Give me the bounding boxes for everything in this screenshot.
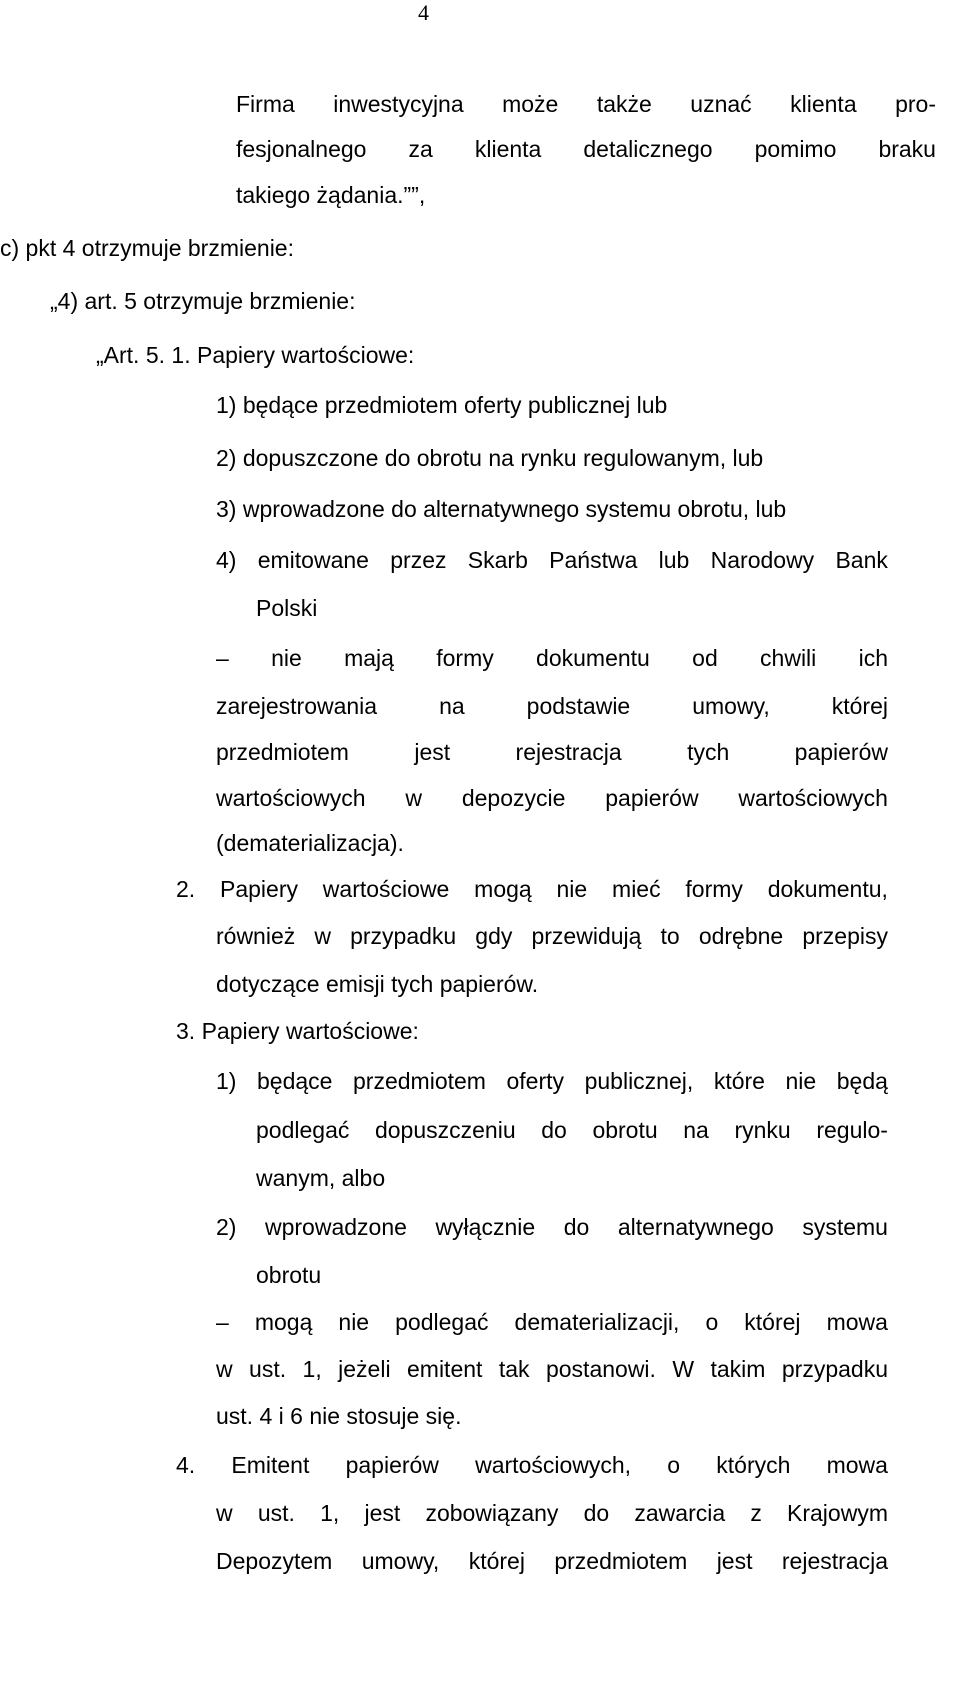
text-line: (dematerializacja). [216, 830, 404, 856]
text-line: dotyczące emisji tych papierów. [216, 971, 539, 997]
text-line: wartościowych w depozycie papierów wartościowych [216, 785, 888, 811]
text-line: c) pkt 4 otrzymuje brzmienie: [0, 235, 294, 261]
text-line: „4) art. 5 otrzymuje brzmienie: [50, 288, 356, 314]
text-line: ust. 4 i 6 nie stosuje się. [216, 1403, 462, 1429]
text-line: podlegać dopuszczeniu do obrotu na rynku regulo- [256, 1117, 888, 1143]
text-line: 1) będące przedmiotem oferty publicznej lub [216, 392, 668, 418]
text-line: fesjonalnego za klienta detalicznego pomimo braku [236, 136, 936, 162]
text-line: 4) emitowane przez Skarb Państwa lub Narodowy Bank [216, 547, 888, 573]
text-line: wanym, albo [256, 1165, 386, 1191]
text-line: w ust. 1, jest zobowiązany do zawarcia z Krajowym [216, 1500, 888, 1526]
text-line: – nie mają formy dokumentu od chwili ich [216, 645, 888, 671]
text-line: przedmiotem jest rejestracja tych papierów [216, 739, 888, 765]
text-line: 2) dopuszczone do obrotu na rynku regulowanym, lub [216, 445, 764, 471]
text-line: również w przypadku gdy przewidują to odrębne przepisy [216, 923, 888, 949]
text-line: obrotu [256, 1262, 322, 1288]
text-line: Depozytem umowy, której przedmiotem jest rejestracja [216, 1548, 888, 1574]
text-line: takiego żądania.””, [236, 182, 426, 208]
text-line: – mogą nie podlegać dematerializacji, o której mowa [216, 1309, 888, 1335]
text-line: „Art. 5. 1. Papiery wartościowe: [96, 342, 415, 368]
text-line: Firma inwestycyjna może także uznać klienta pro- [236, 91, 936, 117]
text-line: Polski [256, 595, 318, 621]
text-line: zarejestrowania na podstawie umowy, której [216, 693, 888, 719]
text-line: w ust. 1, jeżeli emitent tak postanowi. W takim przypadku [216, 1356, 888, 1382]
text-line: 4. Emitent papierów wartościowych, o których mowa [176, 1452, 888, 1478]
text-line: 1) będące przedmiotem oferty publicznej, które nie będą [216, 1068, 888, 1094]
text-line: 2. Papiery wartościowe mogą nie mieć formy dokumentu, [176, 876, 888, 902]
text-line: 3. Papiery wartościowe: [176, 1018, 419, 1044]
text-line: 3) wprowadzone do alternatywnego systemu obrotu, lub [216, 496, 787, 522]
text-line: 2) wprowadzone wyłącznie do alternatywnego systemu [216, 1214, 888, 1240]
page-number: 4 [418, 0, 429, 25]
